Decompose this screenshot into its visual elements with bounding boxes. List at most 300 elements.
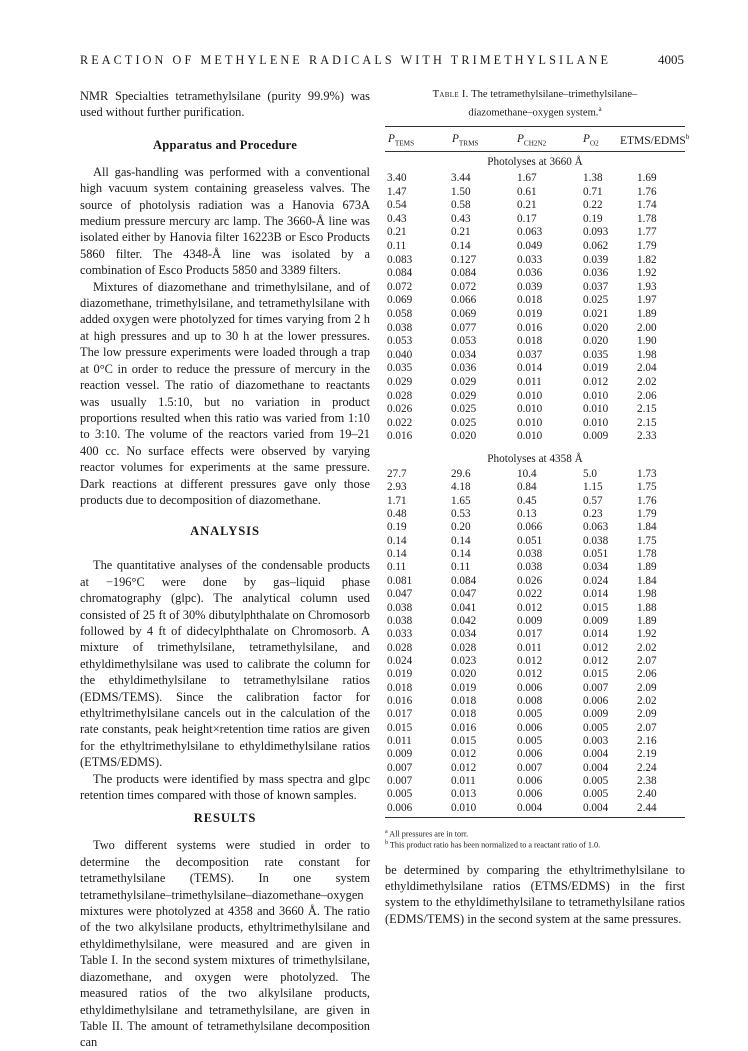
table-cell: 0.11 [451, 561, 471, 574]
table-cell: 0.053 [387, 335, 413, 348]
table-cell: 2.02 [637, 694, 657, 707]
table-cell: 0.22 [583, 199, 603, 212]
table-cell: 3.44 [451, 172, 471, 184]
table-cell: 0.127 [451, 253, 477, 266]
table-cell: 0.007 [387, 761, 413, 774]
table-cell: 0.009 [517, 614, 543, 627]
table-cell: 0.024 [583, 574, 609, 587]
table-cell: 0.57 [583, 494, 603, 507]
table-cell: 1.82 [637, 253, 657, 266]
table-cell: 0.010 [451, 801, 477, 814]
table-cell: 0.034 [583, 561, 609, 574]
table-cell: 0.010 [583, 389, 609, 402]
table-cell: 0.084 [451, 574, 477, 587]
table-cell: 1.74 [637, 199, 657, 212]
table-cell: 0.038 [387, 614, 413, 627]
table-cell: 0.005 [387, 788, 413, 801]
table-cell: 0.037 [583, 280, 609, 293]
table-cell: 0.040 [387, 348, 413, 361]
table-cell: 0.004 [583, 748, 609, 761]
table-cell: 1.78 [637, 548, 657, 561]
table-cell: 0.014 [583, 588, 609, 601]
apparatus-paragraph-2: Mixtures of diazomethane and trimethylsilane, and of diazomethane, trimethylsilane, and tetramethylsilane with added oxygen were photolyzed for times varying from 2 h at high pressures and up to 30 h at the lower pressures. The low pressure experiments were loaded through a trap at 0°C in order to reduce the pressure of mercury in the reaction vessel. The ratio of diazomethane to reactants was usually 1.5:10, but no variation in product proportions resulted when this ratio was varied from 1:10 to 3:10. The volume of the reactors varied from 19–21 400 cc. No surface effects were observed by varying reactor volumes for experiments at the same pressure. Dark reactions at different pressures gave only those products due to decomposition of diazomethane. [80, 279, 370, 507]
table-cell: 1.47 [387, 185, 407, 198]
table-cell: 0.006 [517, 788, 543, 801]
table-cell: 0.14 [387, 548, 407, 561]
table-cell: 0.069 [451, 308, 477, 320]
table-row [385, 695, 685, 707]
table-cell: 0.018 [517, 294, 543, 307]
table-cell: 0.028 [387, 389, 413, 402]
table-cell: 0.004 [517, 801, 543, 814]
table-cell: 0.012 [517, 668, 543, 681]
table-cell: 0.029 [451, 389, 477, 402]
table-cell: 0.004 [583, 761, 609, 774]
table-cell: 1.75 [637, 534, 657, 547]
table-cell: 0.069 [387, 294, 413, 307]
table-cell: 1.73 [637, 468, 657, 480]
table-cell: 1.90 [637, 335, 657, 348]
table-cell: 0.022 [387, 416, 413, 429]
table-cell: 2.00 [637, 321, 657, 334]
table-cell: 0.012 [451, 761, 477, 774]
table-row [385, 349, 685, 361]
table-cell: 0.049 [517, 240, 543, 252]
table-row [385, 548, 685, 560]
right-column-text [385, 862, 685, 927]
table-row [385, 521, 685, 533]
table-row [385, 602, 685, 614]
table-cell: 2.15 [637, 416, 657, 429]
table-cell: 2.06 [637, 668, 657, 681]
table-cell: 0.012 [451, 748, 477, 761]
table-row [385, 668, 685, 680]
table-cell: 5.0 [583, 468, 597, 480]
analysis-paragraph-2: The products were identified by mass spectra and glpc retention times compared with those of known samples. [80, 771, 370, 803]
table-caption [385, 88, 685, 121]
table-cell: 0.021 [583, 308, 609, 320]
table-caption-footnote-mark: a [598, 105, 602, 113]
table-header-rule [385, 151, 685, 152]
table-row [385, 802, 685, 814]
table-cell: 0.019 [583, 362, 609, 375]
table-row [385, 748, 685, 760]
table-cell: 2.44 [637, 801, 657, 814]
table-row [385, 376, 685, 388]
table-cell: 0.037 [517, 348, 543, 361]
table-cell: 0.012 [583, 641, 609, 654]
table-cell: 0.005 [517, 735, 543, 747]
table-cell: 0.036 [583, 267, 609, 280]
table-cell: 1.84 [637, 521, 657, 534]
table-cell: 0.020 [451, 668, 477, 681]
table-cell: 1.93 [637, 280, 657, 293]
table-cell: 0.041 [451, 601, 477, 614]
table-cell: 0.006 [517, 681, 543, 694]
table-cell: 0.21 [517, 199, 537, 212]
table-cell: 27.7 [387, 468, 407, 480]
table-cell: 1.69 [637, 172, 657, 184]
table-cell: 0.063 [517, 226, 543, 239]
table-cell: 1.65 [451, 494, 471, 507]
table-row [385, 561, 685, 573]
column-header-etms-edms: ETMS/EDMS$^b$ [620, 133, 690, 147]
results-paragraph: Two different systems were studied in order to determine the decomposition rate constant for tetramethylsilane (TEMS). In one system tetramethylsilane–trimethylsilane–diazomethane–oxygen mixtures were photolyzed at 4358 and 3660 Å. The ratio of the two alkylsilane products, ethyltrimethylsilane and ethyldimethylsilane, were measured and are given in Table I. In the second system mixtures of trimethylsilane, diazomethane, and oxygen were photolyzed. The measured ratios of the two alkylsilane products, ethyldimethylsilane and tetramethylsilane, are given in Table II. The amount of tetramethylsilane decomposition can [80, 838, 370, 1050]
table-cell: 0.015 [583, 601, 609, 614]
table-row [385, 240, 685, 252]
table-cell: 0.019 [387, 668, 413, 681]
table-cell: 1.50 [451, 185, 471, 198]
results-heading: RESULTS [193, 811, 257, 826]
intro-paragraph: NMR Specialties tetramethylsilane (purity 99.9%) was used without further purification. [80, 89, 370, 120]
table-cell: 0.14 [451, 548, 471, 561]
table-cell: 2.07 [637, 721, 657, 734]
apparatus-paragraph-1: All gas-handling was performed with a conventional high vacuum system containing greaseless valves. The source of photolysis radiation was a Hanovia 673A medium pressure mercury arc lamp. The 3660-Å line was isolated either by Hanovia filter 16223B or Esco Products 5860 filter. The 4348-Å line was isolated by a combination of Esco Products 5850 and 3389 filters. [80, 164, 370, 278]
table-cell: 0.033 [387, 628, 413, 641]
table-cell: 0.011 [451, 775, 476, 788]
table-cell: 0.53 [451, 508, 471, 521]
table-cell: 1.79 [637, 508, 657, 521]
table-cell: 1.76 [637, 494, 657, 507]
table-cell: 1.89 [637, 561, 657, 574]
table-cell: 2.04 [637, 362, 657, 375]
section-label-4358: Photolyses at 4358 Å [487, 453, 583, 465]
table-cell: 1.75 [637, 481, 657, 494]
table-cell: 0.025 [583, 294, 609, 307]
apparatus-heading: Apparatus and Procedure [152, 137, 298, 152]
table-row [385, 628, 685, 640]
table-1 [385, 88, 690, 850]
table-row [385, 682, 685, 694]
page-number: 4005 [658, 52, 684, 67]
table-row [385, 417, 685, 429]
table-row [385, 308, 685, 320]
table-cell: 0.018 [451, 708, 477, 721]
table-cell: 2.16 [637, 735, 657, 747]
table-cell: 1.71 [387, 494, 407, 507]
table-cell: 0.012 [517, 601, 543, 614]
table-cell: 1.76 [637, 185, 657, 198]
table-footnote-b: $^b$ This product ratio has been normalized to a reactant ratio of 1.0. [385, 840, 601, 850]
table-cell: 0.016 [387, 430, 413, 443]
table-cell: 0.006 [517, 721, 543, 734]
analysis-heading: ANALYSIS [190, 524, 260, 539]
table-row [385, 722, 685, 734]
table-cell: 0.015 [583, 668, 609, 681]
table-cell: 0.084 [387, 267, 413, 280]
table-cell: 0.014 [517, 362, 543, 375]
table-row [385, 642, 685, 654]
table-row [385, 535, 685, 547]
table-cell: 2.33 [637, 430, 657, 443]
table-cell: 0.029 [387, 376, 413, 388]
table-cell: 0.013 [451, 788, 477, 801]
table-cell: 1.89 [637, 614, 657, 627]
table-cell: 0.026 [387, 403, 413, 416]
table-row [385, 213, 685, 225]
table-cell: 0.038 [387, 601, 413, 614]
table-label: Table I. [432, 89, 469, 100]
table-cell: 1.97 [637, 294, 657, 307]
table-cell: 0.010 [583, 416, 609, 429]
table-cell: 0.012 [517, 654, 543, 667]
table-cell: 0.010 [517, 403, 543, 416]
column-header-p-trms: $P_{TRMS}$ [452, 133, 479, 148]
table-cell: 0.015 [451, 735, 477, 747]
table-cell: 0.038 [387, 321, 413, 334]
table-cell: 0.072 [387, 280, 413, 293]
table-cell: 0.004 [583, 801, 609, 814]
table-cell: 0.051 [583, 548, 609, 561]
table-cell: 0.038 [583, 534, 609, 547]
table-cell: 0.011 [517, 641, 542, 654]
table-cell: 0.047 [451, 588, 477, 601]
table-cell: 0.024 [387, 654, 413, 667]
table-cell: 0.010 [517, 430, 543, 443]
table-cell: 2.09 [637, 708, 657, 721]
table-cell: 0.007 [583, 681, 609, 694]
table-cell: 0.005 [583, 721, 609, 734]
table-row [385, 708, 685, 720]
table-cell: 0.016 [517, 321, 543, 334]
table-row [385, 775, 685, 787]
table-cell: 0.019 [517, 308, 543, 320]
table-cell: 10.4 [517, 468, 537, 480]
table-cell: 0.19 [387, 521, 407, 534]
table-row [385, 762, 685, 774]
table-cell: 1.92 [637, 267, 657, 280]
table-cell: 0.066 [451, 294, 477, 307]
table-cell: 0.43 [451, 212, 471, 225]
table-cell: 0.014 [583, 628, 609, 641]
table-cell: 0.058 [387, 308, 413, 320]
table-cell: 0.018 [451, 694, 477, 707]
table-row [385, 468, 685, 480]
table-cell: 0.063 [583, 521, 609, 534]
table-cell: 0.028 [387, 641, 413, 654]
table-cell: 0.033 [517, 253, 543, 266]
table-cell: 1.84 [637, 574, 657, 587]
column-header-p-o2: $P_{O2}$ [583, 133, 599, 148]
table-caption-line-1: The tetramethylsilane–trimethylsilane– [471, 89, 638, 100]
table-cell: 0.034 [451, 628, 477, 641]
table-row [385, 495, 685, 507]
table-cell: 0.13 [517, 508, 537, 521]
table-cell: 4.18 [451, 481, 471, 494]
table-row [385, 226, 685, 238]
table-cell: 0.025 [451, 416, 477, 429]
table-cell: 0.006 [517, 775, 543, 788]
table-row [385, 615, 685, 627]
table-row [385, 172, 685, 184]
analysis-paragraph-1: The quantitative analyses of the condensable products at −196°C were done by gas–liquid phase chromatography (glpc). The analytical column used consisted of 25 ft of 30% dibutylphthalate on Chromosorb followed by 4 ft of didecylphthalate on Chromosorb. A mixture of trimethylsilane, tetramethylsilane, and ethyldimethylsilane was used to calibrate the column for the ethyldimethylsilane to tetramethylsilane ratios (EDMS/TEMS). Since the calibration factor for ethyltrimethylsilane cancels out in the calculation of the rate constants, peak height×retention time ratios are given for the ethyltrimethylsilane to ethyldimethylsilane ratios (ETMS/EDMS). [80, 558, 370, 770]
table-cell: 0.029 [451, 376, 477, 388]
table-cell: 0.009 [583, 430, 609, 443]
table-cell: 0.005 [583, 788, 609, 801]
table-row [385, 186, 685, 198]
table-cell: 2.07 [637, 654, 657, 667]
table-cell: 0.19 [583, 212, 603, 225]
table-cell: 0.015 [387, 721, 413, 734]
table-row [385, 430, 685, 442]
table-cell: 0.022 [517, 588, 543, 601]
column-header-p-tems: $P_{TEMS}$ [388, 133, 415, 148]
table-cell: 1.98 [637, 588, 657, 601]
table-cell: 1.92 [637, 628, 657, 641]
table-cell: 2.02 [637, 376, 657, 388]
table-cell: 1.98 [637, 348, 657, 361]
table-cell: 0.072 [451, 280, 477, 293]
table-row [385, 390, 685, 402]
table-cell: 0.081 [387, 574, 413, 587]
table-caption-line-2: diazomethane–oxygen system. [468, 107, 599, 119]
table-cell: 0.45 [517, 494, 537, 507]
table-cell: 0.17 [517, 212, 537, 225]
table-cell: 0.14 [387, 534, 407, 547]
table-cell: 0.019 [451, 681, 477, 694]
table-cell: 0.023 [451, 654, 477, 667]
column-header-p-ch2n2: $P_{CH2N2}$ [517, 133, 547, 148]
table-cell: 0.14 [451, 534, 471, 547]
table-cell: 1.38 [583, 172, 603, 184]
table-cell: 0.053 [451, 335, 477, 348]
table-cell: 0.84 [517, 481, 537, 494]
table-cell: 0.026 [517, 574, 543, 587]
table-cell: 2.40 [637, 788, 657, 801]
table-cell: 0.039 [583, 253, 609, 266]
table-cell: 1.88 [637, 601, 657, 614]
table-cell: 0.018 [517, 335, 543, 348]
table-cell: 2.93 [387, 481, 407, 494]
table-cell: 0.006 [517, 748, 543, 761]
table-cell: 0.020 [451, 430, 477, 443]
table-cell: 1.78 [637, 212, 657, 225]
table-cell: 0.018 [387, 681, 413, 694]
table-cell: 2.24 [637, 761, 657, 774]
table-cell: 0.010 [517, 389, 543, 402]
table-top-rule [385, 126, 685, 127]
table-cell: 2.02 [637, 641, 657, 654]
table-cell: 0.093 [583, 226, 609, 239]
table-cell: 0.61 [517, 185, 537, 198]
table-cell: 0.009 [583, 708, 609, 721]
table-cell: 0.005 [583, 775, 609, 788]
table-row [385, 508, 685, 520]
table-cell: 29.6 [451, 468, 471, 480]
table-row [385, 267, 685, 279]
table-cell: 2.38 [637, 775, 657, 788]
table-cell: 0.035 [387, 362, 413, 375]
table-row [385, 362, 685, 374]
table-row [385, 335, 685, 347]
left-column [80, 88, 370, 1051]
table-cell: 0.028 [451, 641, 477, 654]
table-cell: 0.062 [583, 240, 609, 252]
table-cell: 0.54 [387, 199, 407, 212]
table-cell: 0.48 [387, 508, 407, 521]
table-cell: 0.011 [387, 735, 412, 747]
table-cell: 0.042 [451, 614, 477, 627]
table-cell: 0.038 [517, 561, 543, 574]
table-cell: 2.15 [637, 403, 657, 416]
table-cell: 0.036 [517, 267, 543, 280]
table-cell: 1.15 [583, 481, 603, 494]
table-row [385, 281, 685, 293]
page-header [80, 53, 684, 73]
table-row [385, 254, 685, 266]
table-cell: 0.009 [583, 614, 609, 627]
table-cell: 0.23 [583, 508, 603, 521]
table-cell: 0.025 [451, 403, 477, 416]
table-cell: 0.20 [451, 521, 471, 534]
table-cell: 1.79 [637, 240, 657, 252]
table-row [385, 655, 685, 667]
table-cell: 2.09 [637, 681, 657, 694]
table-row [385, 788, 685, 800]
table-cell: 0.21 [387, 226, 407, 239]
table-cell: 0.11 [387, 240, 407, 252]
table-row [385, 403, 685, 415]
table-cell: 0.11 [387, 561, 407, 574]
table-row [385, 588, 685, 600]
table-cell: 1.77 [637, 226, 657, 239]
table-cell: 0.003 [583, 735, 609, 747]
section-label-3660: Photolyses at 3660 Å [487, 156, 583, 168]
table-cell: 0.017 [517, 628, 543, 641]
table-row [385, 199, 685, 211]
table-cell: 0.020 [583, 321, 609, 334]
table-cell: 0.051 [517, 534, 543, 547]
table-cell: 1.89 [637, 308, 657, 320]
table-cell: 0.006 [387, 801, 413, 814]
table-bottom-rule [385, 817, 685, 818]
table-cell: 0.039 [517, 280, 543, 293]
table-cell: 0.58 [451, 199, 471, 212]
table-cell: 0.035 [583, 348, 609, 361]
table-cell: 0.077 [451, 321, 477, 334]
continuation-paragraph: be determined by comparing the ethyltrimethylsilane to ethyldimethylsilane ratios (ETMS/EDMS) in the first system to the ethyldimethylsilane to tetramethylsilane ratios (EDMS/TEMS) in the second system at the same pressures. [385, 863, 685, 926]
table-cell: 3.40 [387, 172, 407, 184]
table-cell: 0.034 [451, 348, 477, 361]
table-cell: 0.083 [387, 253, 413, 266]
table-cell: 2.06 [637, 389, 657, 402]
table-cell: 0.006 [583, 694, 609, 707]
table-cell: 0.012 [583, 654, 609, 667]
table-cell: 0.71 [583, 185, 603, 198]
table-cell: 0.007 [387, 775, 413, 788]
table-cell: 0.036 [451, 362, 477, 375]
table-cell: 0.020 [583, 335, 609, 348]
table-cell: 0.066 [517, 521, 543, 534]
table-cell: 0.038 [517, 548, 543, 561]
table-cell: 0.047 [387, 588, 413, 601]
table-footnote-a: $^a$ All pressures are in torr. [385, 829, 469, 839]
running-title: REACTION OF METHYLENE RADICALS WITH TRIMETHYLSILANE [80, 53, 612, 67]
table-cell: 0.017 [387, 708, 413, 721]
table-cell: 0.005 [517, 708, 543, 721]
table-cell: 0.14 [451, 240, 471, 252]
table-cell: 0.016 [451, 721, 477, 734]
table-cell: 0.010 [517, 416, 543, 429]
table-cell: 0.008 [517, 694, 543, 707]
table-cell: 0.012 [583, 376, 609, 388]
table-row [385, 575, 685, 587]
table-cell: 0.016 [387, 694, 413, 707]
table-row [385, 294, 685, 306]
table-cell: 0.084 [451, 267, 477, 280]
table-cell: 0.011 [517, 376, 542, 388]
table-row [385, 481, 685, 493]
